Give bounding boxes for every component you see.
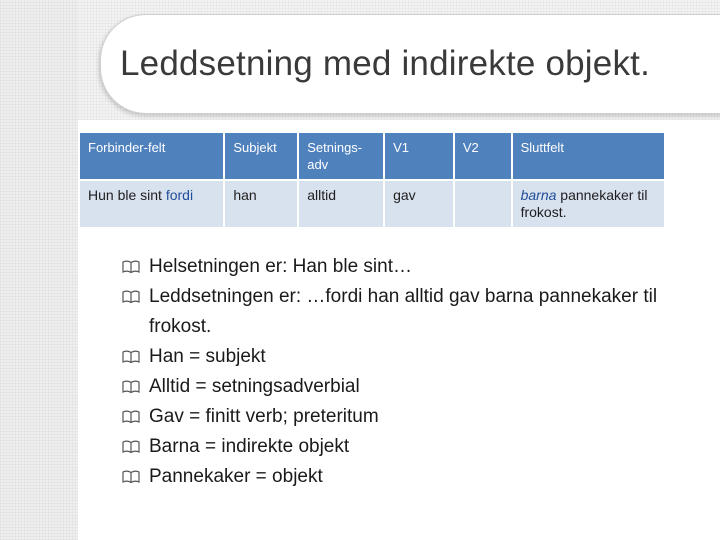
list-item	[122, 282, 702, 342]
indirect-object-barna: barna	[520, 187, 557, 203]
bullet-text-gav: Gav = finitt verb; preteritum	[149, 406, 379, 427]
open-book-icon	[122, 410, 140, 424]
cell-setningsadv: alltid	[298, 180, 384, 228]
table-row	[79, 180, 665, 228]
table-header-row	[79, 132, 665, 180]
cell-forbinder-felt	[79, 180, 224, 228]
list-item	[122, 252, 702, 282]
header-forbinder-felt: Forbinder-felt	[79, 132, 224, 180]
cell-sluttfelt	[512, 180, 665, 228]
bullet-text-helsetningen: Helsetningen er: Han ble sint…	[149, 256, 412, 277]
subjunction-fordi: fordi	[165, 187, 194, 203]
header-subjekt: Subjekt	[224, 132, 298, 180]
list-item	[122, 432, 702, 462]
forbinder-prefix: Hun ble sint	[88, 187, 166, 203]
list-item	[122, 372, 702, 402]
open-book-icon	[122, 440, 140, 454]
open-book-icon	[122, 290, 140, 304]
open-book-icon	[122, 260, 140, 274]
bullet-list	[122, 252, 702, 492]
sentence-field-table	[78, 131, 666, 229]
bullet-text-barna: Barna = indirekte objekt	[149, 436, 350, 457]
open-book-icon	[122, 380, 140, 394]
slide-title: Leddsetning med indirekte objekt.	[120, 44, 650, 83]
list-item	[122, 342, 702, 372]
list-item	[122, 402, 702, 432]
bullet-text-leddsetningen: Leddsetningen er: …fordi han alltid gav barna pannekaker til frokost.	[149, 286, 658, 337]
cell-v2	[454, 180, 512, 228]
open-book-icon	[122, 350, 140, 364]
header-setningsadv: Setnings-adv	[298, 132, 384, 180]
bullet-text-han: Han = subjekt	[149, 346, 266, 367]
sluttfelt-rest: pannekaker til frokost.	[520, 187, 648, 220]
list-item	[122, 462, 702, 492]
bullet-text-pannekaker: Pannekaker = objekt	[149, 466, 323, 487]
header-v2: V2	[454, 132, 512, 180]
left-margin-texture	[0, 0, 78, 540]
open-book-icon	[122, 470, 140, 484]
header-sluttfelt: Sluttfelt	[512, 132, 665, 180]
cell-subjekt: han	[224, 180, 298, 228]
cell-v1: gav	[384, 180, 454, 228]
bullet-text-alltid: Alltid = setningsadverbial	[149, 376, 360, 397]
header-v1: V1	[384, 132, 454, 180]
